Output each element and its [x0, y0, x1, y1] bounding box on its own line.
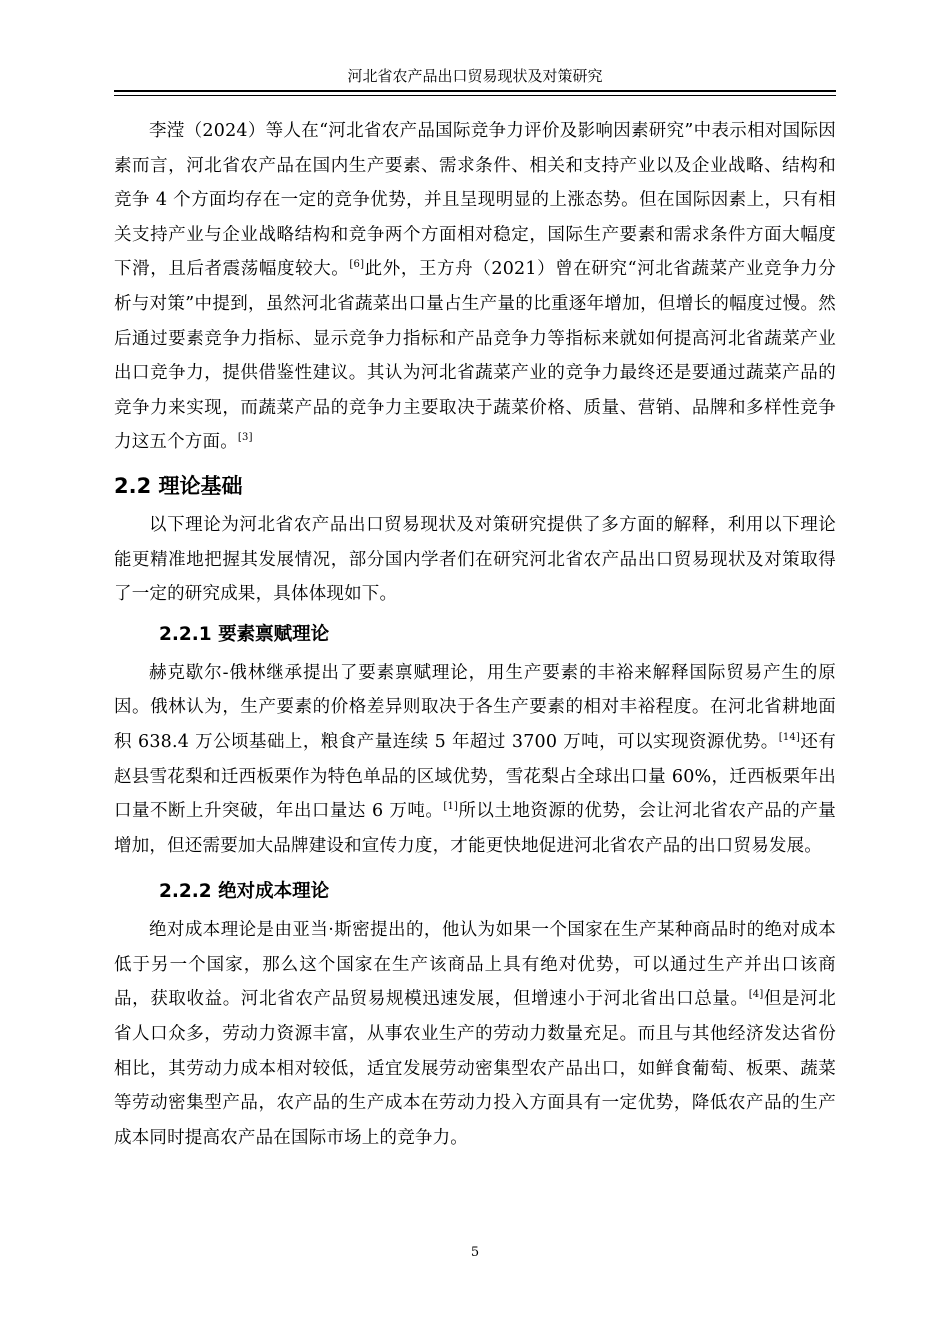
paragraph-text: 还有赵县雪花梨和迁西板栗作为特色单品的区域优势，雪花梨占全球出口量 60%，迁西板栗年出口量不断上升突破，年出口量达 6 万吨。: [114, 731, 836, 822]
paragraph-text: 李滢（2024）等人在“河北省农产品国际竞争力评价及影响因素研究”中表示相对国际因素而言，河北省农产品在国内生产要素、需求条件、相关和支持产业以及企业战略、结构和竞争 4 个方面均存在一定的竞争优势，并且呈现明显的上涨态势。但在国际因素上，只有相关支持产业与企业战略结构和竞争两个方面相对稳定，国际生产要素和需求条件方面大幅度下滑，且后者震荡幅度较大。: [114, 121, 836, 280]
citation-ref: [14]: [778, 731, 801, 743]
header-rule-thin: [114, 95, 836, 96]
subsection-heading-absolute-cost: 2.2.2 绝对成本理论: [159, 881, 330, 903]
paragraph-absolute-cost: [114, 913, 836, 1155]
paragraph-text: 此外，王方舟（2021）曾在研究“河北省蔬菜产业竞争力分析与对策”中提到，虽然河北省蔬菜出口量占生产量的比重逐年增加，但增长的幅度过慢。然后通过要素竞争力指标、显示竞争力指标和产品竞争力等指标来就如何提高河北省蔬菜产业出口竞争力，提供借鉴性建议。其认为河北省蔬菜产业的竞争力最终还是要通过蔬菜产品的竞争力来实现，而蔬菜产品的竞争力主要取决于蔬菜价格、质量、营销、品牌和多样性竞争力这五个方面。: [114, 259, 836, 453]
citation-ref: [3]: [237, 432, 253, 444]
citation-ref: [6]: [349, 259, 365, 271]
running-header: 河北省农产品出口贸易现状及对策研究: [347, 67, 603, 85]
paragraph-theory-intro: 以下理论为河北省农产品出口贸易现状及对策研究提供了多方面的解释，利用以下理论能更精准地把握其发展情况，部分国内学者们在研究河北省农产品出口贸易现状及对策取得了一定的研究成果，具体体现如下。: [114, 514, 836, 605]
paragraph-text: 但是河北省人口众多，劳动力资源丰富，从事农业生产的劳动力数量充足。而且与其他经济发达省份相比，其劳动力成本相对较低，适宜发展劳动密集型农产品出口，如鲜食葡萄、板栗、蔬菜等劳动密集型产品，农产品的生产成本在劳动力投入方面具有一定优势，降低农产品的生产成本同时提高农产品在国际市场上的竞争力。: [114, 989, 836, 1148]
paragraph-text: 绝对成本理论是由亚当·斯密提出的，他认为如果一个国家在生产某种商品时的绝对成本低于另一个国家，那么这个国家在生产该商品上具有绝对优势，可以通过生产并出口该商品，获取收益。河北省农产品贸易规模迅速发展，但增速小于河北省出口总量。: [114, 920, 836, 1010]
paragraph-text: 所以土地资源的优势，会让河北省农产品的产量增加，但还需要加大品牌建设和宣传力度，才能更快地促进河北省农产品的出口贸易发展。: [114, 801, 837, 856]
subsection-heading-factor-endowment: 2.2.1 要素禀赋理论: [159, 623, 330, 645]
citation-ref: [1]: [443, 801, 459, 813]
paragraph-li-ying-study: [114, 114, 836, 460]
body-text: [114, 114, 836, 1155]
section-heading-theory-basis: 2.2 理论基础: [114, 473, 243, 498]
paragraph-text: 赫克歇尔-俄林继承提出了要素禀赋理论，用生产要素的丰裕来解释国际贸易产生的原因。俄林认为，生产要素的价格差异则取决于各生产要素的相对丰裕程度。在河北省耕地面积 638.4 万公顷基础上，粮食产量连续 5 年超过 3700 万吨，可以实现资源优势。: [114, 662, 836, 752]
header-rule-thick: [114, 90, 836, 92]
paragraph-factor-endowment: [114, 656, 836, 864]
page-number: 5: [470, 1245, 480, 1260]
citation-ref: [4]: [748, 989, 764, 1001]
